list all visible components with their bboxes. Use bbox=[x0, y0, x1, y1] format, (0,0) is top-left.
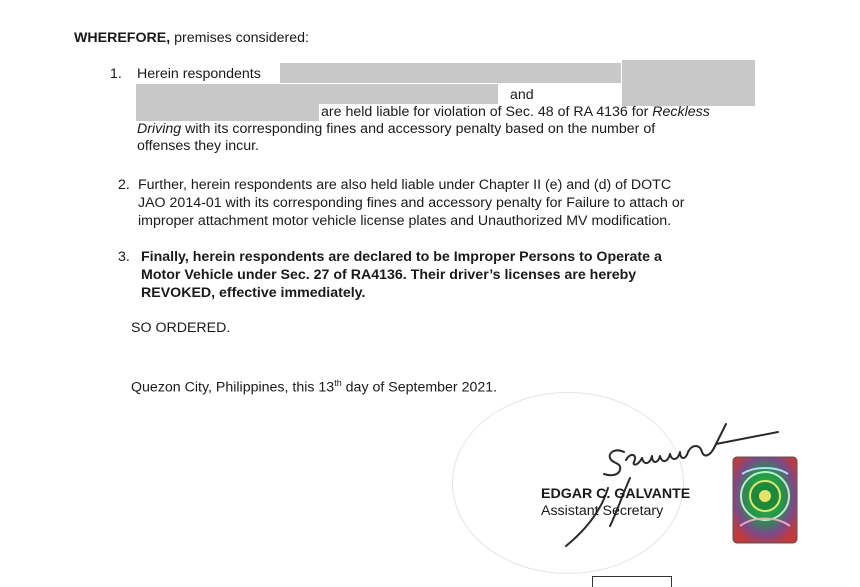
place-date-rest: day of September 2021. bbox=[345, 379, 498, 396]
item-2-line-3: improper attachment motor vehicle license plates and Unauthorized MV modification. bbox=[138, 213, 672, 229]
redaction-block bbox=[280, 63, 621, 83]
holographic-seal-icon bbox=[732, 456, 798, 544]
item-3-line-3: REVOKED, effective immediately. bbox=[141, 285, 366, 301]
signatory-title: Assistant Secretary bbox=[541, 503, 664, 519]
item-1-line-4 bbox=[137, 121, 655, 138]
item-3-number: 3. bbox=[118, 249, 130, 265]
item-1-line-3-text: are held liable for violation of Sec. 48 of RA 4136 for bbox=[321, 104, 649, 120]
item-3-line-1: Finally, herein respondents are declared to be Improper Persons to Operate a bbox=[141, 249, 662, 265]
page-edge-box bbox=[592, 576, 672, 587]
item-1-driving: Driving bbox=[137, 121, 182, 137]
place-date-text: Quezon City, Philippines, this 13 bbox=[131, 379, 335, 396]
place-date bbox=[131, 375, 497, 397]
intro-rest: premises considered: bbox=[174, 30, 309, 46]
intro-line bbox=[74, 30, 309, 47]
item-1-line-5: offenses they incur. bbox=[137, 138, 259, 154]
intro-lead: WHEREFORE, bbox=[74, 30, 171, 46]
place-date-superscript: th bbox=[334, 378, 342, 388]
redaction-block bbox=[136, 84, 498, 104]
item-1-line-2: and bbox=[510, 87, 534, 103]
item-1-reckless: Reckless bbox=[652, 104, 710, 120]
signatory-name: EDGAR C. GALVANTE bbox=[541, 486, 691, 502]
so-ordered: SO ORDERED. bbox=[131, 320, 231, 336]
redaction-block bbox=[136, 103, 319, 121]
redaction-block bbox=[622, 60, 755, 106]
item-1-line-4-text: with its corresponding fines and accessory penalty based on the number of bbox=[185, 121, 656, 137]
item-2-line-2: JAO 2014-01 with its corresponding fines and accessory penalty for Failure to attach or bbox=[138, 195, 685, 211]
item-1-line-3 bbox=[321, 104, 710, 121]
item-2-line-1: Further, herein respondents are also held liable under Chapter II (e) and (d) of DOTC bbox=[138, 177, 672, 193]
item-2-number: 2. bbox=[118, 177, 130, 193]
item-1-number: 1. bbox=[110, 66, 122, 82]
item-1-line-1: Herein respondents bbox=[137, 66, 261, 82]
item-3-line-2: Motor Vehicle under Sec. 27 of RA4136. Their driver’s licenses are hereby bbox=[141, 267, 637, 283]
